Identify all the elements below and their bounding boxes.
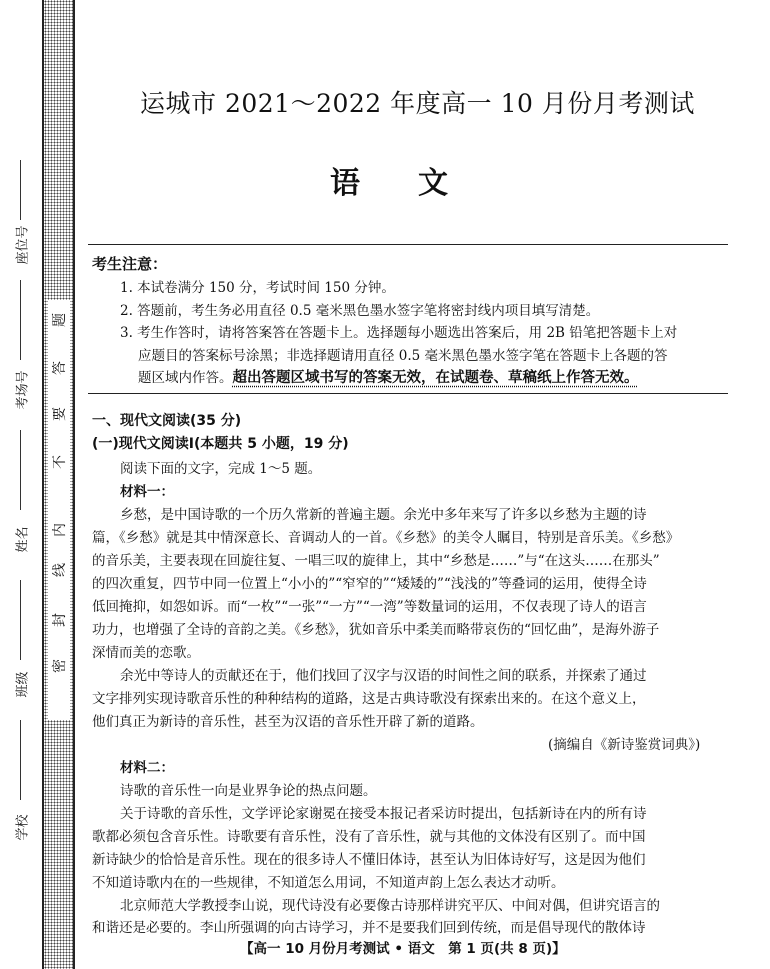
paragraph-line: 乡愁，是中国诗歌的一个历久常新的普遍主题。余光中多年来写了许多以乡愁为主题的诗 — [120, 507, 647, 523]
name-line — [20, 430, 21, 510]
paragraph-line: 的四次重复，四节中同一位置上“小小的”“窄窄的”“矮矮的”“浅浅的”等叠词的运用，使得全诗 — [92, 576, 647, 592]
subsection-heading: (一)现代文阅读Ⅰ(本题共 5 小题，19 分) — [92, 436, 349, 452]
material-label: 材料一： — [120, 484, 174, 500]
paragraph-line: 余光中等诗人的贡献还在于，他们找回了汉字与汉语的时间性之间的联系，并探索了通过 — [120, 668, 647, 684]
exam-room-line — [20, 280, 21, 360]
notice-item-text: 题区域内作答。 — [138, 370, 233, 386]
notice-item: 3. 考生作答时，请将答案答在答题卡上。选择题每小题选出答案后，用 2B 铅笔把答题卡上对 — [120, 325, 678, 341]
paragraph-line: 功力，也增强了全诗的音韵之美。《乡愁》，犹如音乐中柔美而略带哀伤的“回忆曲”，是海外游子 — [92, 622, 660, 638]
notice-item: 2. 答题前，考生务必用直径 0.5 毫米黑色墨水签字笔将密封线内项目填写清楚。 — [120, 303, 600, 319]
exam-room-label: 考场号 — [15, 370, 31, 410]
seal-char: 封 — [52, 613, 68, 627]
paragraph-line: 北京师范大学教授李山说，现代诗没有必要像古诗那样讲究平仄、中间对偶，但讲究语言的 — [120, 898, 660, 914]
paragraph-line: 不知道诗歌内在的一些规律，不知道怎么用词，不知道声韵上怎么表达才动听。 — [92, 875, 565, 891]
school-label: 学校 — [15, 814, 31, 841]
paragraph-line: 深情而美的恋歌。 — [92, 645, 200, 661]
notice-item: 应题目的答案标号涂黑；非选择题请用直径 0.5 毫米黑色墨水签字笔在答题卡上各题的答 — [138, 348, 668, 364]
notice-item: 1. 本试卷满分 150 分，考试时间 150 分钟。 — [120, 280, 395, 296]
seat-number-line — [20, 160, 21, 220]
material-label: 材料二： — [120, 760, 174, 776]
seal-char: 线 — [52, 563, 68, 577]
seal-char: 不 — [52, 455, 68, 469]
paragraph-line: 歌都必须包含音乐性。诗歌要有音乐性，没有了音乐性，就与其他的文体没有区别了。而中国 — [92, 829, 646, 845]
paragraph-line: 文字排列实现诗歌音乐性的种种结构的道路，这是古典诗歌没有探索出来的。在这个意义上， — [92, 691, 646, 707]
paragraph-line: 诗歌的音乐性一向是业界争论的热点问题。 — [120, 783, 377, 799]
notice-heading: 考生注意： — [92, 255, 168, 273]
paragraph-line: 关于诗歌的音乐性，文学评论家谢冕在接受本报记者采访时提出，包括新诗在内的所有诗 — [120, 806, 647, 822]
source-citation: (摘编自《新诗鉴赏词典》) — [548, 737, 701, 753]
paragraph-line: 新诗缺少的恰恰是音乐性。现在的很多诗人不懂旧体诗，甚至认为旧体诗好写，这是因为他们 — [92, 852, 646, 868]
seat-number-label: 座位号 — [15, 225, 31, 265]
school-line — [20, 720, 21, 800]
paragraph-line: 的音乐美，主要表现在回旋往复、一唱三叹的旋律上，其中“乡愁是……”与“在这头……在那头” — [92, 553, 660, 569]
paragraph-line: 低回掩抑，如怨如诉。而“一枚”“一张”“一方”“一湾”等数量词的运用，不仅表现了诗人的语言 — [92, 599, 647, 615]
page-footer: 【高一 10 月份月考测试 • 语文 第 1 页(共 8 页)】 — [240, 941, 566, 957]
class-label: 班级 — [15, 671, 31, 698]
notice-item — [138, 366, 639, 387]
instruction: 阅读下面的文字，完成 1～5 题。 — [120, 461, 322, 477]
subject-title: 语文 — [330, 166, 506, 201]
seal-char: 答 — [52, 361, 68, 375]
exam-title: 运城市 2021～2022 年度高一 10 月份月考测试 — [140, 89, 695, 118]
paragraph-line: 和谐还是必要的。李山所强调的向古诗学习，并不是要我们回到传统，而是倡导现代的散体诗 — [92, 920, 646, 936]
name-label: 姓名 — [15, 526, 31, 553]
paragraph-line: 他们真正为新诗的音乐性，甚至为汉语的音乐性开辟了新的道路。 — [92, 714, 484, 730]
paragraph-line: 篇，《乡愁》就是其中情深意长、音调动人的一首。《乡愁》的美令人瞩目，特别是音乐美。《乡愁》 — [92, 530, 680, 546]
notice-emphasis: 超出答题区域书写的答案无效，在试题卷、草稿纸上作答无效。 — [232, 370, 639, 386]
seal-char: 内 — [52, 523, 68, 537]
class-line — [20, 580, 21, 660]
seal-char: 密 — [52, 659, 68, 673]
section-heading: 一、现代文阅读(35 分) — [92, 413, 242, 429]
seal-char: 要 — [52, 407, 68, 421]
seal-char: 题 — [52, 313, 68, 327]
